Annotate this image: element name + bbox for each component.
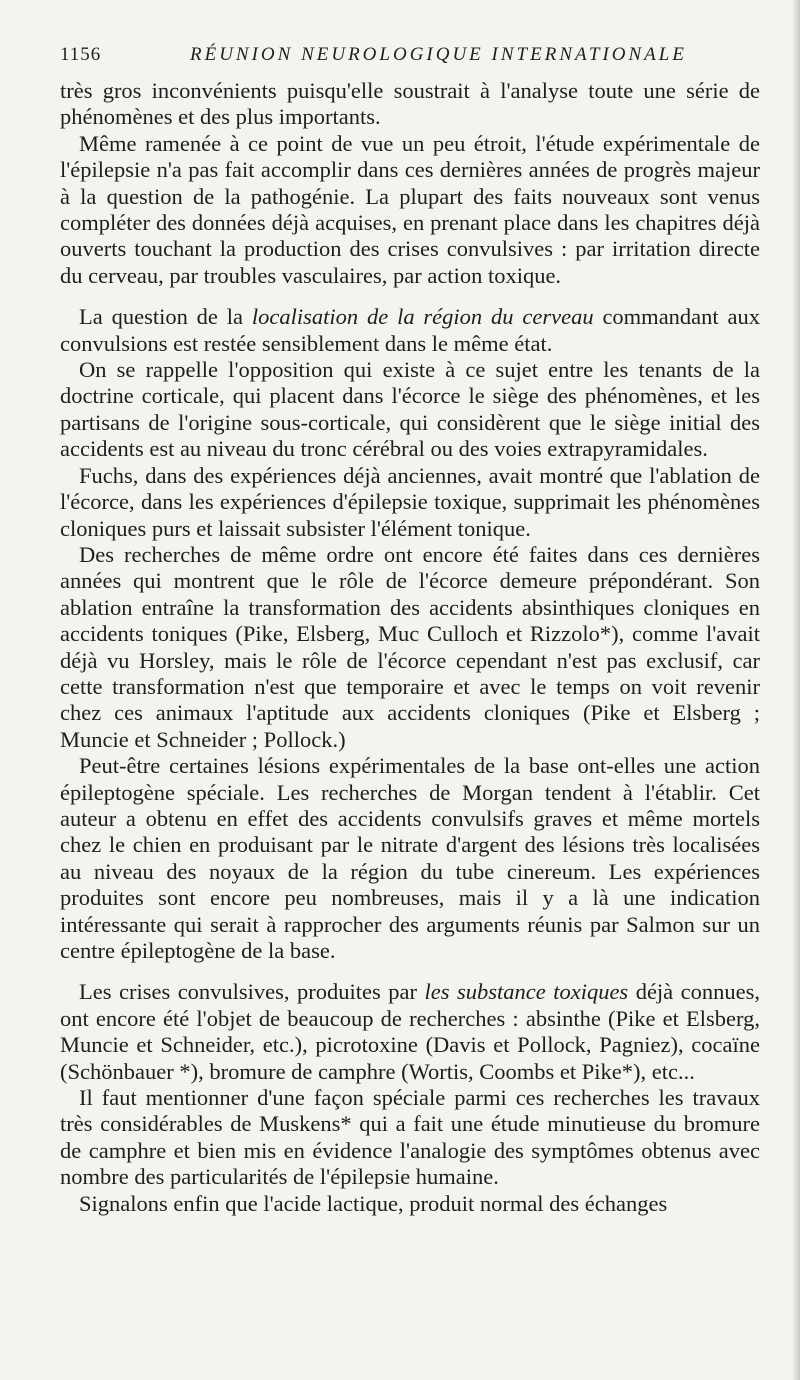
paragraph-2: Même ramenée à ce point de vue un peu étroit, l'étude expérimentale de l'épilepsie n'a pas fait accomplir dans ces dernières années de progrès majeur à la question de la pathogénie. La plupart des faits nouveaux sont venus compléter des données déjà acquises, en prenant place dans les chapitres déjà ouverts touchant la production des crises convulsives : par irritation directe du cerveau, par troubles vasculaires, par action toxique. (60, 130, 760, 288)
running-head: RÉUNION NEUROLOGIQUE INTERNATIONALE (190, 44, 687, 65)
paragraph-10: Signalons enfin que l'acide lactique, produit normal des échanges (79, 1190, 668, 1216)
paragraph-9: Il faut mentionner d'une façon spéciale parmi ces recherches les travaux très considérables de Muskens* qui a fait une étude minutieuse du bromure de camphre et bien mis en évidence l'analogie des symptômes obtenus avec nombre des particularités de l'épilepsie humaine. (60, 1085, 760, 1190)
page-edge-shadow (792, 0, 800, 1380)
paragraph-6: Des recherches de même ordre ont encore été faites dans ces dernières années qui montrent que le rôle de l'écorce demeure prépondérant. Son ablation entraîne la transformation des accidents absinthiques cloniques en accidents toniques (Pike, Elsberg, Muc Culloch et Rizzolo*), comme l'avait déjà vu Horsley, mais le rôle de l'écorce cependant n'est pas exclusif, car cette transformation n'est que temporaire et avec le temps on voit revenir chez ces animaux l'aptitude aux accidents cloniques (Pike et Elsberg ; Muncie et Schneider ; Pollock.) (60, 541, 760, 752)
paragraph-3 (60, 304, 760, 357)
paragraph-8 (60, 979, 760, 1085)
paragraph-7: Peut-être certaines lésions expérimentales de la base ont-elles une action épileptogène spéciale. Les recherches de Morgan tendent à l'établir. Cet auteur a obtenu en effet des accidents convulsifs graves et même mortels chez le chien en produisant par le nitrate d'argent des lésions très localisées au niveau des noyaux de la région du tube cinereum. Les expériences produites sont encore peu nombreuses, mais il y a là une indication intéressante qui serait à rapprocher des arguments réunis par Salmon sur un centre épileptogène de la base. (60, 753, 760, 963)
paragraph-3-before: La question de la (79, 304, 252, 330)
page-number: 1156 (60, 44, 102, 65)
paragraph-3-emphasis: localisation de la région du cerveau (251, 304, 594, 330)
paragraph-1: très gros inconvénients puisqu'elle soustrait à l'analyse toute une série de phénomènes et des plus importants. (60, 78, 760, 130)
paragraph-8-emphasis: les substance toxiques (424, 979, 629, 1005)
paragraph-4: On se rappelle l'opposition qui existe à ce sujet entre les tenants de la doctrine corticale, qui placent dans l'écorce le siège des phénomènes, et les partisans de l'origine sous-corticale, qui considèrent que le siège initial des accidents est au niveau du tronc cérébral ou des voies extrapyramidales. (60, 357, 760, 462)
paragraph-8-after: déjà connues, ont encore été l'objet de beaucoup de recherches : absinthe (Pike et Elsberg, Muncie et Schneider, etc.), picrotoxine (Davis et Pollock, Pagniez), cocaïne (Schönbauer *), bromure de camphre (Wortis, Coombs et Pike*), etc... (60, 979, 761, 1084)
paragraph-3-after: commandant aux convulsions est restée sensiblement dans le même état. (60, 304, 761, 356)
paragraph-8-before: Les crises convulsives, produites par (79, 979, 425, 1005)
paragraph-5: Fuchs, dans des expériences déjà anciennes, avait montré que l'ablation de l'écorce, dans les expériences d'épilepsie toxique, supprimait les phénomènes cloniques purs et laissait subsister l'élément tonique. (60, 462, 760, 541)
body-text (60, 78, 760, 1217)
